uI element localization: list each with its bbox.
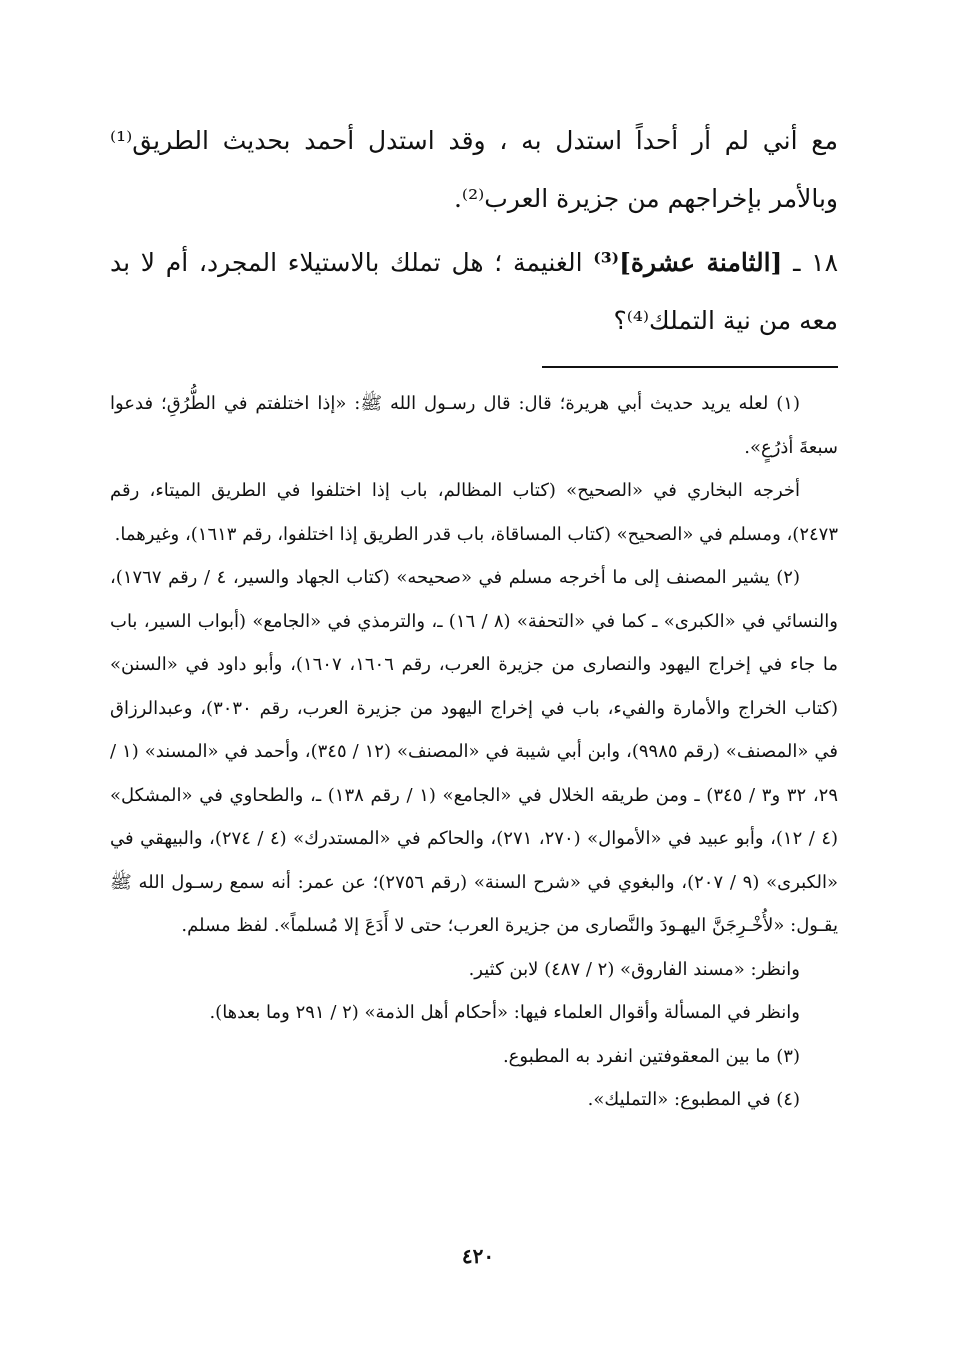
footnote-1: (١) لعله يريد حديث أبي هريرة؛ قال: قال رسـول الله ﷺ: «إذا اختلفتم في الطُّرُقِ؛ فدعوا سبعةَ أذرُعٍ». bbox=[110, 393, 838, 458]
main-text bbox=[110, 112, 838, 350]
main-paragraph-18 bbox=[110, 234, 838, 350]
footnote-3: (٣) ما بين المعقوفتين انفرد به المطبوع. bbox=[502, 1045, 800, 1067]
footnote-4: (٤) في المطبوع: «التمليك». bbox=[587, 1089, 800, 1110]
main-paragraph-1: مع أني لم أر أحداً استدل به ، وقد استدل أحمد بحديث الطريق⁽¹⁾ وبالأمر بإخراجهم من جزيرة العرب⁽²⁾. bbox=[110, 126, 838, 213]
issue-text: الغنيمة ؛ هل تملك بالاستيلاء المجرد، أم لا بد معه من نية التملك⁽⁴⁾؟ bbox=[110, 248, 838, 335]
footnote-2-see-also-1: وانظر: «مسند الفاروق» (٢ / ٤٨٧) لابن كثير. bbox=[468, 958, 800, 980]
footnote-1-continuation: أخرجه البخاري في «الصحيح» (كتاب المظالم، باب إذا اختلفوا في الطريق الميتاء، رقم ٢٤٧٣)، ومسلم في «الصحيح» (كتاب المساقاة، باب قدر الطريق إذا اختلفوا، رقم ١٦١٣)، وغيرهما. bbox=[110, 480, 838, 545]
issue-heading: [الثامنة عشرة]⁽³⁾ bbox=[593, 248, 783, 277]
issue-number: ١٨ ـ bbox=[793, 248, 839, 277]
footnote-2-see-also-2: وانظر في المسألة وأقوال العلماء فيها: «أحكام أهل الذمة» (٢ / ٢٩١ وما بعدها). bbox=[209, 1002, 800, 1023]
footnote-separator bbox=[542, 366, 838, 368]
footnote-2: (٢) يشير المصنف إلى ما أخرجه مسلم في «صحيحه» (كتاب الجهاد والسير، ٤ / رقم ١٧٦٧)، والنسائي في «الكبرى» ـ كما في «التحفة» (٨ / ١٦) ـ، والترمذي في «الجامع» (أبواب السير، باب ما جاء في إخراج اليهود والنصارى من جزيرة العرب، رقم ١٦٠٦، ١٦٠٧)، وأبو داود في «السنن» (كتاب الخراج والأمارة والفيء، باب في إخراج اليهود من جزيرة العرب، رقم ٣٠٣٠)، وعبدالرزاق في «المصنف» (رقم ٩٩٨٥)، وابن أبي شيبة في «المصنف» (١٢ / ٣٤٥)، وأحمد في «المسند» (١ / ٢٩، ٣٢ و٣ / ٣٤٥) ـ ومن طريقه الخلال في «الجامع» (١ / رقم ١٣٨) ـ، والطحاوي في «المشكل» (٤ / ١٢)، وأبو عبيد في «الأموال» (٢٧٠، ٢٧١)، والحاكم في «المستدرك» (٤ / ٢٧٤)، والبيهقي في «الكبرى» (٩ / ٢٠٧)، والبغوي في «شرح السنة» (رقم ٢٧٥٦)؛ عن عمر: أنه سمع رسـول الله ﷺ يقـول: «لأُخْـرِجَنَّ اليهـودَ والنَّصارى من جزيرة العرب؛ حتى لا أَدَعَ إلا مُسلماً». لفظ مسلم. bbox=[110, 567, 839, 936]
page-number: ٤٢٠ bbox=[461, 1244, 495, 1268]
footnotes bbox=[110, 382, 838, 1122]
book-page bbox=[110, 112, 838, 1122]
